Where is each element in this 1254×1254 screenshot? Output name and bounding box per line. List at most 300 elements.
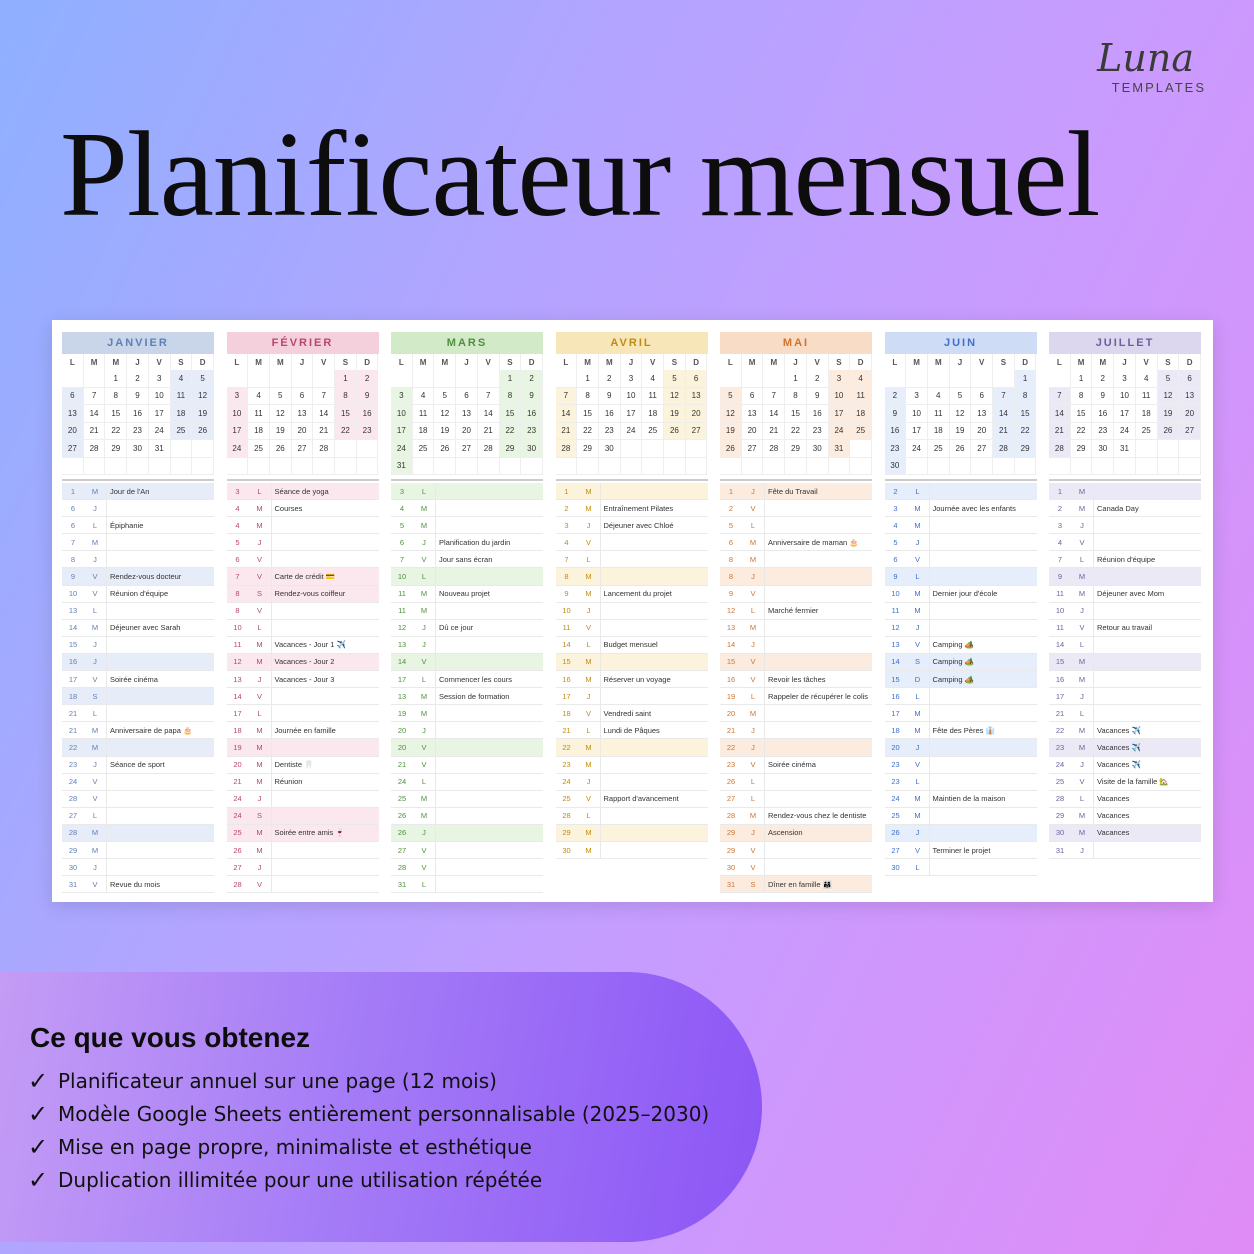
event-row[interactable] xyxy=(62,688,214,705)
calendar-day[interactable]: 3 xyxy=(149,370,171,388)
calendar-day[interactable]: 9 xyxy=(127,388,149,406)
event-row[interactable] xyxy=(391,551,543,568)
event-row[interactable] xyxy=(62,842,214,859)
calendar-day[interactable]: 4 xyxy=(413,388,435,406)
event-row[interactable] xyxy=(885,551,1037,568)
event-row[interactable] xyxy=(391,705,543,722)
calendar-day[interactable]: 29 xyxy=(1015,440,1037,458)
calendar-day[interactable]: 10 xyxy=(1114,388,1136,406)
calendar-day[interactable]: 30 xyxy=(521,440,543,458)
event-row[interactable] xyxy=(556,705,708,722)
event-row[interactable] xyxy=(227,483,379,500)
event-row[interactable] xyxy=(556,774,708,791)
calendar-day[interactable]: 20 xyxy=(971,423,993,441)
calendar-day[interactable]: 29 xyxy=(1071,440,1093,458)
calendar-day[interactable]: 11 xyxy=(1136,388,1158,406)
event-row[interactable] xyxy=(1049,705,1201,722)
event-row[interactable] xyxy=(1049,671,1201,688)
event-row[interactable] xyxy=(391,568,543,585)
event-row[interactable] xyxy=(885,791,1037,808)
calendar-day[interactable]: 24 xyxy=(227,440,249,458)
calendar-day[interactable]: 13 xyxy=(971,405,993,423)
event-row[interactable] xyxy=(227,739,379,756)
event-row[interactable] xyxy=(62,534,214,551)
event-row[interactable] xyxy=(556,722,708,739)
calendar-day[interactable]: 5 xyxy=(1158,370,1180,388)
calendar-day[interactable]: 9 xyxy=(357,388,379,406)
calendar-day[interactable]: 9 xyxy=(521,388,543,406)
calendar-day[interactable]: 22 xyxy=(577,423,599,441)
calendar-day[interactable]: 31 xyxy=(1114,440,1136,458)
calendar-day[interactable]: 23 xyxy=(807,423,829,441)
calendar-day[interactable]: 15 xyxy=(335,405,357,423)
calendar-day[interactable]: 7 xyxy=(313,388,335,406)
calendar-day[interactable]: 22 xyxy=(785,423,807,441)
event-row[interactable] xyxy=(720,842,872,859)
event-row[interactable] xyxy=(720,808,872,825)
calendar-day[interactable]: 27 xyxy=(292,440,314,458)
calendar-day[interactable]: 8 xyxy=(785,388,807,406)
event-row[interactable] xyxy=(1049,722,1201,739)
calendar-day[interactable]: 16 xyxy=(885,423,907,441)
event-row[interactable] xyxy=(391,876,543,893)
event-row[interactable] xyxy=(556,500,708,517)
calendar-day[interactable]: 2 xyxy=(1092,370,1114,388)
calendar-day[interactable]: 25 xyxy=(248,440,270,458)
calendar-day[interactable]: 2 xyxy=(521,370,543,388)
event-row[interactable] xyxy=(556,551,708,568)
calendar-day[interactable]: 16 xyxy=(521,405,543,423)
calendar-day[interactable]: 19 xyxy=(192,405,214,423)
calendar-day[interactable]: 2 xyxy=(599,370,621,388)
calendar-day[interactable]: 1 xyxy=(577,370,599,388)
calendar-day[interactable]: 27 xyxy=(686,423,708,441)
event-row[interactable] xyxy=(227,842,379,859)
calendar-day[interactable]: 25 xyxy=(642,423,664,441)
calendar-day[interactable]: 13 xyxy=(686,388,708,406)
event-row[interactable] xyxy=(1049,757,1201,774)
calendar-day[interactable]: 5 xyxy=(270,388,292,406)
calendar-day[interactable]: 31 xyxy=(149,440,171,458)
event-row[interactable] xyxy=(556,534,708,551)
calendar-day[interactable]: 5 xyxy=(720,388,742,406)
calendar-day[interactable]: 6 xyxy=(1179,370,1201,388)
calendar-day[interactable]: 5 xyxy=(950,388,972,406)
calendar-day[interactable]: 19 xyxy=(270,423,292,441)
event-row[interactable] xyxy=(1049,568,1201,585)
event-row[interactable] xyxy=(720,517,872,534)
event-row[interactable] xyxy=(227,568,379,585)
calendar-day[interactable]: 9 xyxy=(1092,388,1114,406)
calendar-day[interactable]: 28 xyxy=(556,440,578,458)
calendar-day[interactable]: 13 xyxy=(742,405,764,423)
calendar-day[interactable]: 22 xyxy=(105,423,127,441)
calendar-day[interactable]: 7 xyxy=(1049,388,1071,406)
calendar-day[interactable]: 13 xyxy=(292,405,314,423)
event-row[interactable] xyxy=(1049,586,1201,603)
calendar-day[interactable]: 30 xyxy=(807,440,829,458)
calendar-day[interactable]: 28 xyxy=(84,440,106,458)
calendar-day[interactable]: 20 xyxy=(1179,405,1201,423)
event-row[interactable] xyxy=(885,603,1037,620)
calendar-day[interactable]: 20 xyxy=(686,405,708,423)
calendar-day[interactable]: 8 xyxy=(500,388,522,406)
calendar-day[interactable]: 26 xyxy=(270,440,292,458)
event-row[interactable] xyxy=(885,517,1037,534)
event-row[interactable] xyxy=(556,620,708,637)
event-row[interactable] xyxy=(1049,791,1201,808)
event-row[interactable] xyxy=(391,825,543,842)
event-row[interactable] xyxy=(885,534,1037,551)
event-row[interactable] xyxy=(62,876,214,893)
calendar-day[interactable]: 31 xyxy=(829,440,851,458)
calendar-day[interactable]: 8 xyxy=(1071,388,1093,406)
calendar-day[interactable]: 1 xyxy=(335,370,357,388)
calendar-day[interactable]: 29 xyxy=(577,440,599,458)
calendar-day[interactable]: 21 xyxy=(84,423,106,441)
calendar-day[interactable]: 9 xyxy=(885,405,907,423)
calendar-day[interactable]: 6 xyxy=(686,370,708,388)
calendar-day[interactable]: 23 xyxy=(127,423,149,441)
calendar-day[interactable]: 29 xyxy=(500,440,522,458)
calendar-day[interactable]: 23 xyxy=(521,423,543,441)
event-row[interactable] xyxy=(1049,603,1201,620)
event-row[interactable] xyxy=(62,620,214,637)
calendar-day[interactable]: 4 xyxy=(850,370,872,388)
calendar-day[interactable]: 4 xyxy=(1136,370,1158,388)
calendar-day[interactable]: 22 xyxy=(500,423,522,441)
event-row[interactable] xyxy=(391,517,543,534)
event-row[interactable] xyxy=(391,722,543,739)
event-row[interactable] xyxy=(1049,808,1201,825)
calendar-day[interactable]: 31 xyxy=(391,458,413,476)
calendar-day[interactable]: 3 xyxy=(227,388,249,406)
event-row[interactable] xyxy=(227,774,379,791)
calendar-day[interactable]: 7 xyxy=(556,388,578,406)
event-row[interactable] xyxy=(227,620,379,637)
calendar-day[interactable]: 7 xyxy=(763,388,785,406)
calendar-day[interactable]: 10 xyxy=(227,405,249,423)
event-row[interactable] xyxy=(391,739,543,756)
calendar-day[interactable]: 3 xyxy=(621,370,643,388)
calendar-day[interactable]: 12 xyxy=(664,388,686,406)
event-row[interactable] xyxy=(885,671,1037,688)
calendar-day[interactable]: 17 xyxy=(829,405,851,423)
calendar-day[interactable]: 23 xyxy=(357,423,379,441)
calendar-day[interactable]: 27 xyxy=(62,440,84,458)
event-row[interactable] xyxy=(391,534,543,551)
event-row[interactable] xyxy=(720,705,872,722)
event-row[interactable] xyxy=(556,586,708,603)
event-row[interactable] xyxy=(720,654,872,671)
event-row[interactable] xyxy=(885,483,1037,500)
event-row[interactable] xyxy=(885,842,1037,859)
event-row[interactable] xyxy=(227,671,379,688)
event-row[interactable] xyxy=(556,757,708,774)
calendar-day[interactable]: 23 xyxy=(1092,423,1114,441)
calendar-day[interactable]: 2 xyxy=(127,370,149,388)
calendar-day[interactable]: 19 xyxy=(434,423,456,441)
event-row[interactable] xyxy=(62,568,214,585)
calendar-day[interactable]: 21 xyxy=(1049,423,1071,441)
event-row[interactable] xyxy=(62,705,214,722)
calendar-day[interactable]: 8 xyxy=(1015,388,1037,406)
event-row[interactable] xyxy=(556,739,708,756)
event-row[interactable] xyxy=(62,671,214,688)
event-row[interactable] xyxy=(720,671,872,688)
calendar-day[interactable]: 19 xyxy=(720,423,742,441)
event-row[interactable] xyxy=(391,586,543,603)
event-row[interactable] xyxy=(391,671,543,688)
calendar-day[interactable]: 6 xyxy=(292,388,314,406)
calendar-day[interactable]: 10 xyxy=(906,405,928,423)
calendar-day[interactable]: 17 xyxy=(906,423,928,441)
event-row[interactable] xyxy=(391,757,543,774)
event-row[interactable] xyxy=(391,774,543,791)
calendar-day[interactable]: 3 xyxy=(829,370,851,388)
calendar-day[interactable]: 16 xyxy=(599,405,621,423)
event-row[interactable] xyxy=(556,637,708,654)
event-row[interactable] xyxy=(1049,842,1201,859)
calendar-day[interactable]: 24 xyxy=(829,423,851,441)
calendar-day[interactable]: 13 xyxy=(62,405,84,423)
calendar-day[interactable]: 7 xyxy=(84,388,106,406)
event-row[interactable] xyxy=(1049,620,1201,637)
event-row[interactable] xyxy=(62,603,214,620)
event-row[interactable] xyxy=(391,603,543,620)
calendar-day[interactable]: 24 xyxy=(149,423,171,441)
event-row[interactable] xyxy=(885,774,1037,791)
calendar-day[interactable]: 22 xyxy=(1071,423,1093,441)
calendar-day[interactable]: 25 xyxy=(413,440,435,458)
calendar-day[interactable]: 27 xyxy=(456,440,478,458)
calendar-day[interactable]: 26 xyxy=(192,423,214,441)
calendar-day[interactable]: 17 xyxy=(149,405,171,423)
calendar-day[interactable]: 18 xyxy=(642,405,664,423)
calendar-day[interactable]: 5 xyxy=(192,370,214,388)
event-row[interactable] xyxy=(62,586,214,603)
calendar-day[interactable]: 26 xyxy=(720,440,742,458)
calendar-day[interactable]: 14 xyxy=(313,405,335,423)
event-row[interactable] xyxy=(227,603,379,620)
event-row[interactable] xyxy=(885,688,1037,705)
calendar-day[interactable]: 26 xyxy=(1158,423,1180,441)
event-row[interactable] xyxy=(556,603,708,620)
calendar-day[interactable]: 14 xyxy=(763,405,785,423)
calendar-day[interactable]: 18 xyxy=(1136,405,1158,423)
event-row[interactable] xyxy=(1049,825,1201,842)
event-row[interactable] xyxy=(720,551,872,568)
calendar-day[interactable]: 14 xyxy=(556,405,578,423)
event-row[interactable] xyxy=(556,688,708,705)
calendar-day[interactable]: 12 xyxy=(434,405,456,423)
calendar-day[interactable]: 11 xyxy=(413,405,435,423)
calendar-day[interactable]: 18 xyxy=(928,423,950,441)
event-row[interactable] xyxy=(391,483,543,500)
calendar-day[interactable]: 6 xyxy=(62,388,84,406)
event-row[interactable] xyxy=(556,808,708,825)
calendar-day[interactable]: 11 xyxy=(248,405,270,423)
event-row[interactable] xyxy=(720,825,872,842)
event-row[interactable] xyxy=(62,808,214,825)
calendar-day[interactable]: 26 xyxy=(434,440,456,458)
event-row[interactable] xyxy=(1049,517,1201,534)
calendar-day[interactable]: 14 xyxy=(1049,405,1071,423)
event-row[interactable] xyxy=(720,586,872,603)
calendar-day[interactable]: 25 xyxy=(1136,423,1158,441)
event-row[interactable] xyxy=(556,842,708,859)
calendar-day[interactable]: 10 xyxy=(391,405,413,423)
event-row[interactable] xyxy=(227,586,379,603)
event-row[interactable] xyxy=(720,568,872,585)
calendar-day[interactable]: 18 xyxy=(850,405,872,423)
event-row[interactable] xyxy=(885,739,1037,756)
event-row[interactable] xyxy=(391,637,543,654)
event-row[interactable] xyxy=(720,500,872,517)
calendar-day[interactable]: 1 xyxy=(105,370,127,388)
calendar-day[interactable]: 29 xyxy=(785,440,807,458)
event-row[interactable] xyxy=(556,654,708,671)
calendar-day[interactable]: 20 xyxy=(742,423,764,441)
calendar-day[interactable]: 6 xyxy=(456,388,478,406)
event-row[interactable] xyxy=(1049,774,1201,791)
event-row[interactable] xyxy=(227,500,379,517)
calendar-day[interactable]: 10 xyxy=(621,388,643,406)
calendar-day[interactable]: 21 xyxy=(313,423,335,441)
calendar-day[interactable]: 19 xyxy=(664,405,686,423)
calendar-day[interactable]: 12 xyxy=(1158,388,1180,406)
event-row[interactable] xyxy=(1049,551,1201,568)
calendar-day[interactable]: 6 xyxy=(742,388,764,406)
calendar-day[interactable]: 10 xyxy=(829,388,851,406)
calendar-day[interactable]: 12 xyxy=(192,388,214,406)
calendar-day[interactable]: 18 xyxy=(413,423,435,441)
calendar-day[interactable]: 20 xyxy=(456,423,478,441)
calendar-day[interactable]: 28 xyxy=(993,440,1015,458)
event-row[interactable] xyxy=(885,722,1037,739)
event-row[interactable] xyxy=(720,483,872,500)
calendar-day[interactable]: 1 xyxy=(1071,370,1093,388)
calendar-day[interactable]: 24 xyxy=(1114,423,1136,441)
event-row[interactable] xyxy=(391,654,543,671)
calendar-day[interactable]: 18 xyxy=(171,405,193,423)
calendar-day[interactable]: 10 xyxy=(149,388,171,406)
event-row[interactable] xyxy=(62,774,214,791)
calendar-day[interactable]: 1 xyxy=(785,370,807,388)
event-row[interactable] xyxy=(227,825,379,842)
calendar-day[interactable]: 6 xyxy=(971,388,993,406)
event-row[interactable] xyxy=(227,551,379,568)
event-row[interactable] xyxy=(885,808,1037,825)
event-row[interactable] xyxy=(227,705,379,722)
event-row[interactable] xyxy=(62,637,214,654)
event-row[interactable] xyxy=(720,876,872,893)
event-row[interactable] xyxy=(1049,483,1201,500)
event-row[interactable] xyxy=(391,791,543,808)
event-row[interactable] xyxy=(1049,500,1201,517)
event-row[interactable] xyxy=(885,500,1037,517)
event-row[interactable] xyxy=(1049,739,1201,756)
calendar-day[interactable]: 4 xyxy=(248,388,270,406)
event-row[interactable] xyxy=(720,722,872,739)
calendar-day[interactable]: 25 xyxy=(171,423,193,441)
event-row[interactable] xyxy=(556,671,708,688)
event-row[interactable] xyxy=(227,722,379,739)
event-row[interactable] xyxy=(885,620,1037,637)
calendar-day[interactable]: 24 xyxy=(906,440,928,458)
calendar-day[interactable]: 18 xyxy=(248,423,270,441)
calendar-day[interactable]: 13 xyxy=(1179,388,1201,406)
calendar-day[interactable]: 21 xyxy=(556,423,578,441)
calendar-day[interactable]: 15 xyxy=(1015,405,1037,423)
calendar-day[interactable]: 17 xyxy=(621,405,643,423)
calendar-day[interactable]: 25 xyxy=(928,440,950,458)
calendar-day[interactable]: 4 xyxy=(928,388,950,406)
event-row[interactable] xyxy=(720,739,872,756)
calendar-day[interactable]: 1 xyxy=(1015,370,1037,388)
calendar-day[interactable]: 26 xyxy=(664,423,686,441)
calendar-day[interactable]: 15 xyxy=(1071,405,1093,423)
calendar-day[interactable]: 4 xyxy=(171,370,193,388)
calendar-day[interactable]: 12 xyxy=(950,405,972,423)
event-row[interactable] xyxy=(62,654,214,671)
calendar-day[interactable]: 8 xyxy=(105,388,127,406)
event-row[interactable] xyxy=(556,517,708,534)
event-row[interactable] xyxy=(391,842,543,859)
calendar-day[interactable]: 8 xyxy=(577,388,599,406)
calendar-day[interactable]: 27 xyxy=(1179,423,1201,441)
event-row[interactable] xyxy=(227,517,379,534)
event-row[interactable] xyxy=(62,500,214,517)
calendar-day[interactable]: 11 xyxy=(928,405,950,423)
calendar-day[interactable]: 21 xyxy=(763,423,785,441)
calendar-day[interactable]: 25 xyxy=(850,423,872,441)
calendar-day[interactable]: 30 xyxy=(1092,440,1114,458)
event-row[interactable] xyxy=(227,876,379,893)
calendar-day[interactable]: 21 xyxy=(993,423,1015,441)
event-row[interactable] xyxy=(885,568,1037,585)
event-row[interactable] xyxy=(227,859,379,876)
event-row[interactable] xyxy=(1049,534,1201,551)
calendar-day[interactable]: 22 xyxy=(335,423,357,441)
calendar-day[interactable]: 21 xyxy=(478,423,500,441)
event-row[interactable] xyxy=(1049,688,1201,705)
calendar-day[interactable]: 12 xyxy=(720,405,742,423)
calendar-day[interactable]: 30 xyxy=(599,440,621,458)
event-row[interactable] xyxy=(62,483,214,500)
event-row[interactable] xyxy=(227,688,379,705)
calendar-day[interactable]: 27 xyxy=(971,440,993,458)
event-row[interactable] xyxy=(227,791,379,808)
event-row[interactable] xyxy=(556,568,708,585)
event-row[interactable] xyxy=(556,483,708,500)
calendar-day[interactable]: 2 xyxy=(807,370,829,388)
calendar-day[interactable]: 29 xyxy=(105,440,127,458)
event-row[interactable] xyxy=(391,500,543,517)
calendar-day[interactable]: 5 xyxy=(434,388,456,406)
calendar-day[interactable]: 8 xyxy=(335,388,357,406)
event-row[interactable] xyxy=(885,705,1037,722)
calendar-day[interactable]: 5 xyxy=(664,370,686,388)
calendar-day[interactable]: 15 xyxy=(785,405,807,423)
event-row[interactable] xyxy=(885,859,1037,876)
event-row[interactable] xyxy=(62,791,214,808)
event-row[interactable] xyxy=(391,620,543,637)
calendar-day[interactable]: 15 xyxy=(577,405,599,423)
event-row[interactable] xyxy=(227,654,379,671)
event-row[interactable] xyxy=(62,859,214,876)
calendar-day[interactable]: 28 xyxy=(1049,440,1071,458)
